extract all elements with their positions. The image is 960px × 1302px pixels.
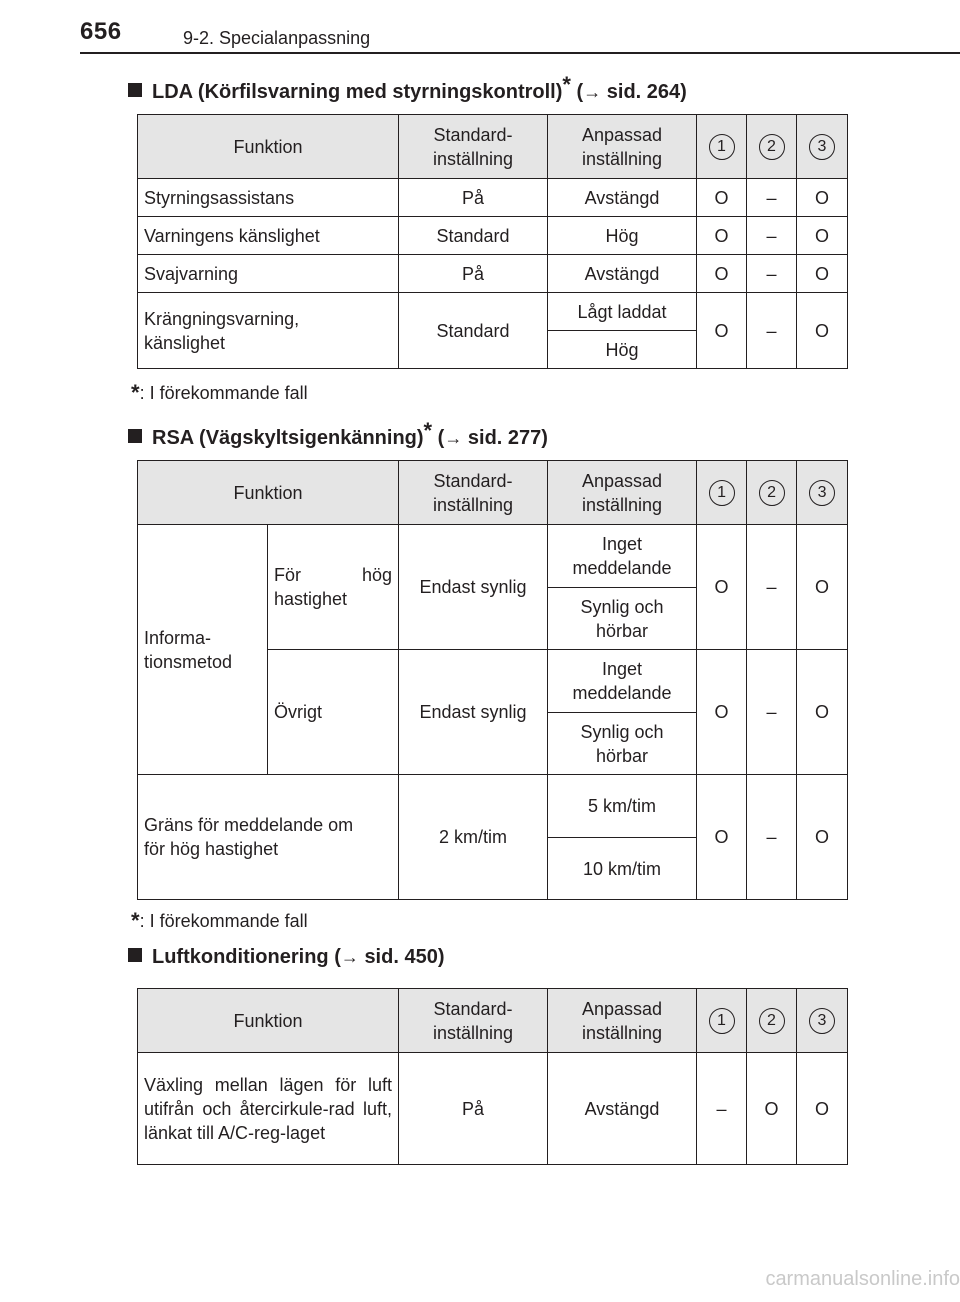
cell-c1: O — [697, 650, 747, 775]
cell-funktion: Svajvarning — [138, 255, 399, 293]
cell-standard: Standard — [399, 293, 548, 369]
cell-c3: O — [797, 525, 848, 650]
cell-c1: O — [697, 179, 747, 217]
paren: ( — [334, 946, 341, 968]
page-reference[interactable]: sid. 450) — [364, 946, 445, 968]
circled-3-icon: 3 — [809, 134, 835, 160]
asterisk: * — [131, 380, 140, 405]
cell-anpassad: Inget meddelande — [548, 525, 697, 588]
circled-1-icon: 1 — [709, 134, 735, 160]
cell-standard: På — [399, 255, 548, 293]
chapter-title: 9-2. Specialanpassning — [183, 28, 371, 48]
cell-standard: Standard — [399, 217, 548, 255]
cell-funktion: Styrningsassistans — [138, 179, 399, 217]
section-title-rsa — [128, 418, 548, 450]
col-1 — [697, 461, 747, 525]
cell-c1: O — [697, 255, 747, 293]
cell-standard: På — [399, 1053, 548, 1165]
cell-anpassad: Avstängd — [548, 1053, 697, 1165]
section-title-text: RSA (Vägskyltsigenkänning) — [152, 427, 424, 449]
cell-c2: – — [747, 255, 797, 293]
table-header-row — [138, 989, 848, 1053]
cell-anpassad: 5 km/tim — [548, 775, 697, 838]
watermark: carmanualsonline.info — [765, 1268, 960, 1290]
cell-c1: O — [697, 525, 747, 650]
paren: ( — [437, 427, 445, 449]
col-standard: Standard- inställning — [399, 461, 548, 525]
cell-standard: 2 km/tim — [399, 775, 548, 900]
cell-c3: O — [797, 255, 848, 293]
lda-table — [137, 114, 848, 369]
col-2 — [747, 461, 797, 525]
cell-anpassad: Hög — [548, 331, 697, 369]
cell-group-label: Informa- tionsmetod — [138, 525, 268, 775]
asterisk: * — [562, 72, 571, 97]
col-1 — [697, 989, 747, 1053]
square-bullet-icon — [128, 429, 142, 443]
circled-3-icon: 3 — [809, 480, 835, 506]
col-anpassad: Anpassad inställning — [548, 115, 697, 179]
cell-c1: – — [697, 1053, 747, 1165]
cell-funktion: Gräns för meddelande om för hög hastighet — [138, 775, 399, 900]
table-row — [138, 255, 848, 293]
cell-anpassad: Hög — [548, 217, 697, 255]
col-funktion: Funktion — [138, 115, 399, 179]
circled-1-icon: 1 — [709, 480, 735, 506]
table-row — [138, 775, 848, 838]
table-header-row — [138, 115, 848, 179]
circled-2-icon: 2 — [759, 1008, 785, 1034]
cell-c2: – — [747, 217, 797, 255]
arrow-right-icon: → — [583, 82, 602, 102]
col-anpassad: Anpassad inställning — [548, 989, 697, 1053]
col-2 — [747, 115, 797, 179]
cell-funktion: Varningens känslighet — [138, 217, 399, 255]
cell-c2: – — [747, 293, 797, 369]
cell-c3: O — [797, 1053, 848, 1165]
cell-anpassad: Synlig och hörbar — [548, 713, 697, 775]
col-2 — [747, 989, 797, 1053]
page-reference[interactable]: sid. 277) — [467, 427, 548, 449]
footnote-text: : I förekommande fall — [139, 383, 308, 403]
cell-anpassad: 10 km/tim — [548, 838, 697, 900]
square-bullet-icon — [128, 948, 142, 962]
cell-anpassad: Avstängd — [548, 179, 697, 217]
cell-anpassad: Avstängd — [548, 255, 697, 293]
cell-c1: O — [697, 775, 747, 900]
cell-c3: O — [797, 775, 848, 900]
table-row — [138, 179, 848, 217]
cell-anpassad: Synlig och hörbar — [548, 588, 697, 650]
table-header-row — [138, 461, 848, 525]
circled-3-icon: 3 — [809, 1008, 835, 1034]
asterisk: * — [423, 418, 433, 443]
col-anpassad: Anpassad inställning — [548, 461, 697, 525]
cell-c3: O — [797, 179, 848, 217]
arrow-right-icon: → — [444, 428, 463, 448]
asterisk: * — [131, 908, 140, 933]
col-funktion: Funktion — [138, 989, 399, 1053]
ac-table — [137, 988, 848, 1165]
cell-sub-label: För hög hastighet — [268, 525, 399, 650]
square-bullet-icon — [128, 83, 142, 97]
cell-c2: O — [747, 1053, 797, 1165]
cell-funktion: Krängningsvarning, känslighet — [138, 293, 399, 369]
table-row — [138, 1053, 848, 1165]
col-standard: Standard- inställning — [399, 115, 548, 179]
footnote-lda — [131, 380, 308, 406]
footnote-rsa — [131, 908, 308, 934]
page-reference[interactable]: sid. 264) — [606, 81, 687, 103]
cell-c2: – — [747, 525, 797, 650]
cell-c3: O — [797, 650, 848, 775]
cell-c1: O — [697, 293, 747, 369]
table-row — [138, 217, 848, 255]
cell-standard: Endast synlig — [399, 525, 548, 650]
table-row — [138, 293, 848, 331]
section-title-text: LDA (Körfilsvarning med styrningskontroll) — [152, 81, 563, 103]
circled-1-icon: 1 — [709, 1008, 735, 1034]
cell-sub-label: Övrigt — [268, 650, 399, 775]
header-rule — [80, 52, 960, 54]
col-1 — [697, 115, 747, 179]
col-3 — [797, 115, 848, 179]
section-title-text: Luftkonditionering — [152, 946, 329, 968]
cell-funktion: Växling mellan lägen för luft utifrån och återcirkule-rad luft, länkat till A/C-reg-laget — [138, 1053, 399, 1165]
cell-c2: – — [747, 179, 797, 217]
circled-2-icon: 2 — [759, 480, 785, 506]
rsa-table — [137, 460, 848, 900]
paren: ( — [576, 81, 584, 103]
footnote-text: : I förekommande fall — [139, 911, 308, 931]
cell-anpassad: Lågt laddat — [548, 293, 697, 331]
circled-2-icon: 2 — [759, 134, 785, 160]
cell-standard: På — [399, 179, 548, 217]
section-title-lda — [128, 72, 687, 104]
col-3 — [797, 461, 848, 525]
table-row — [138, 525, 848, 588]
cell-c2: – — [747, 775, 797, 900]
cell-c1: O — [697, 217, 747, 255]
cell-anpassad: Inget meddelande — [548, 650, 697, 713]
col-funktion: Funktion — [138, 461, 399, 525]
cell-c3: O — [797, 293, 848, 369]
col-3 — [797, 989, 848, 1053]
col-standard: Standard- inställning — [399, 989, 548, 1053]
arrow-right-icon: → — [340, 947, 359, 967]
cell-c2: – — [747, 650, 797, 775]
page-number: 656 — [80, 18, 122, 45]
cell-c3: O — [797, 217, 848, 255]
cell-standard: Endast synlig — [399, 650, 548, 775]
section-title-ac — [128, 946, 444, 969]
